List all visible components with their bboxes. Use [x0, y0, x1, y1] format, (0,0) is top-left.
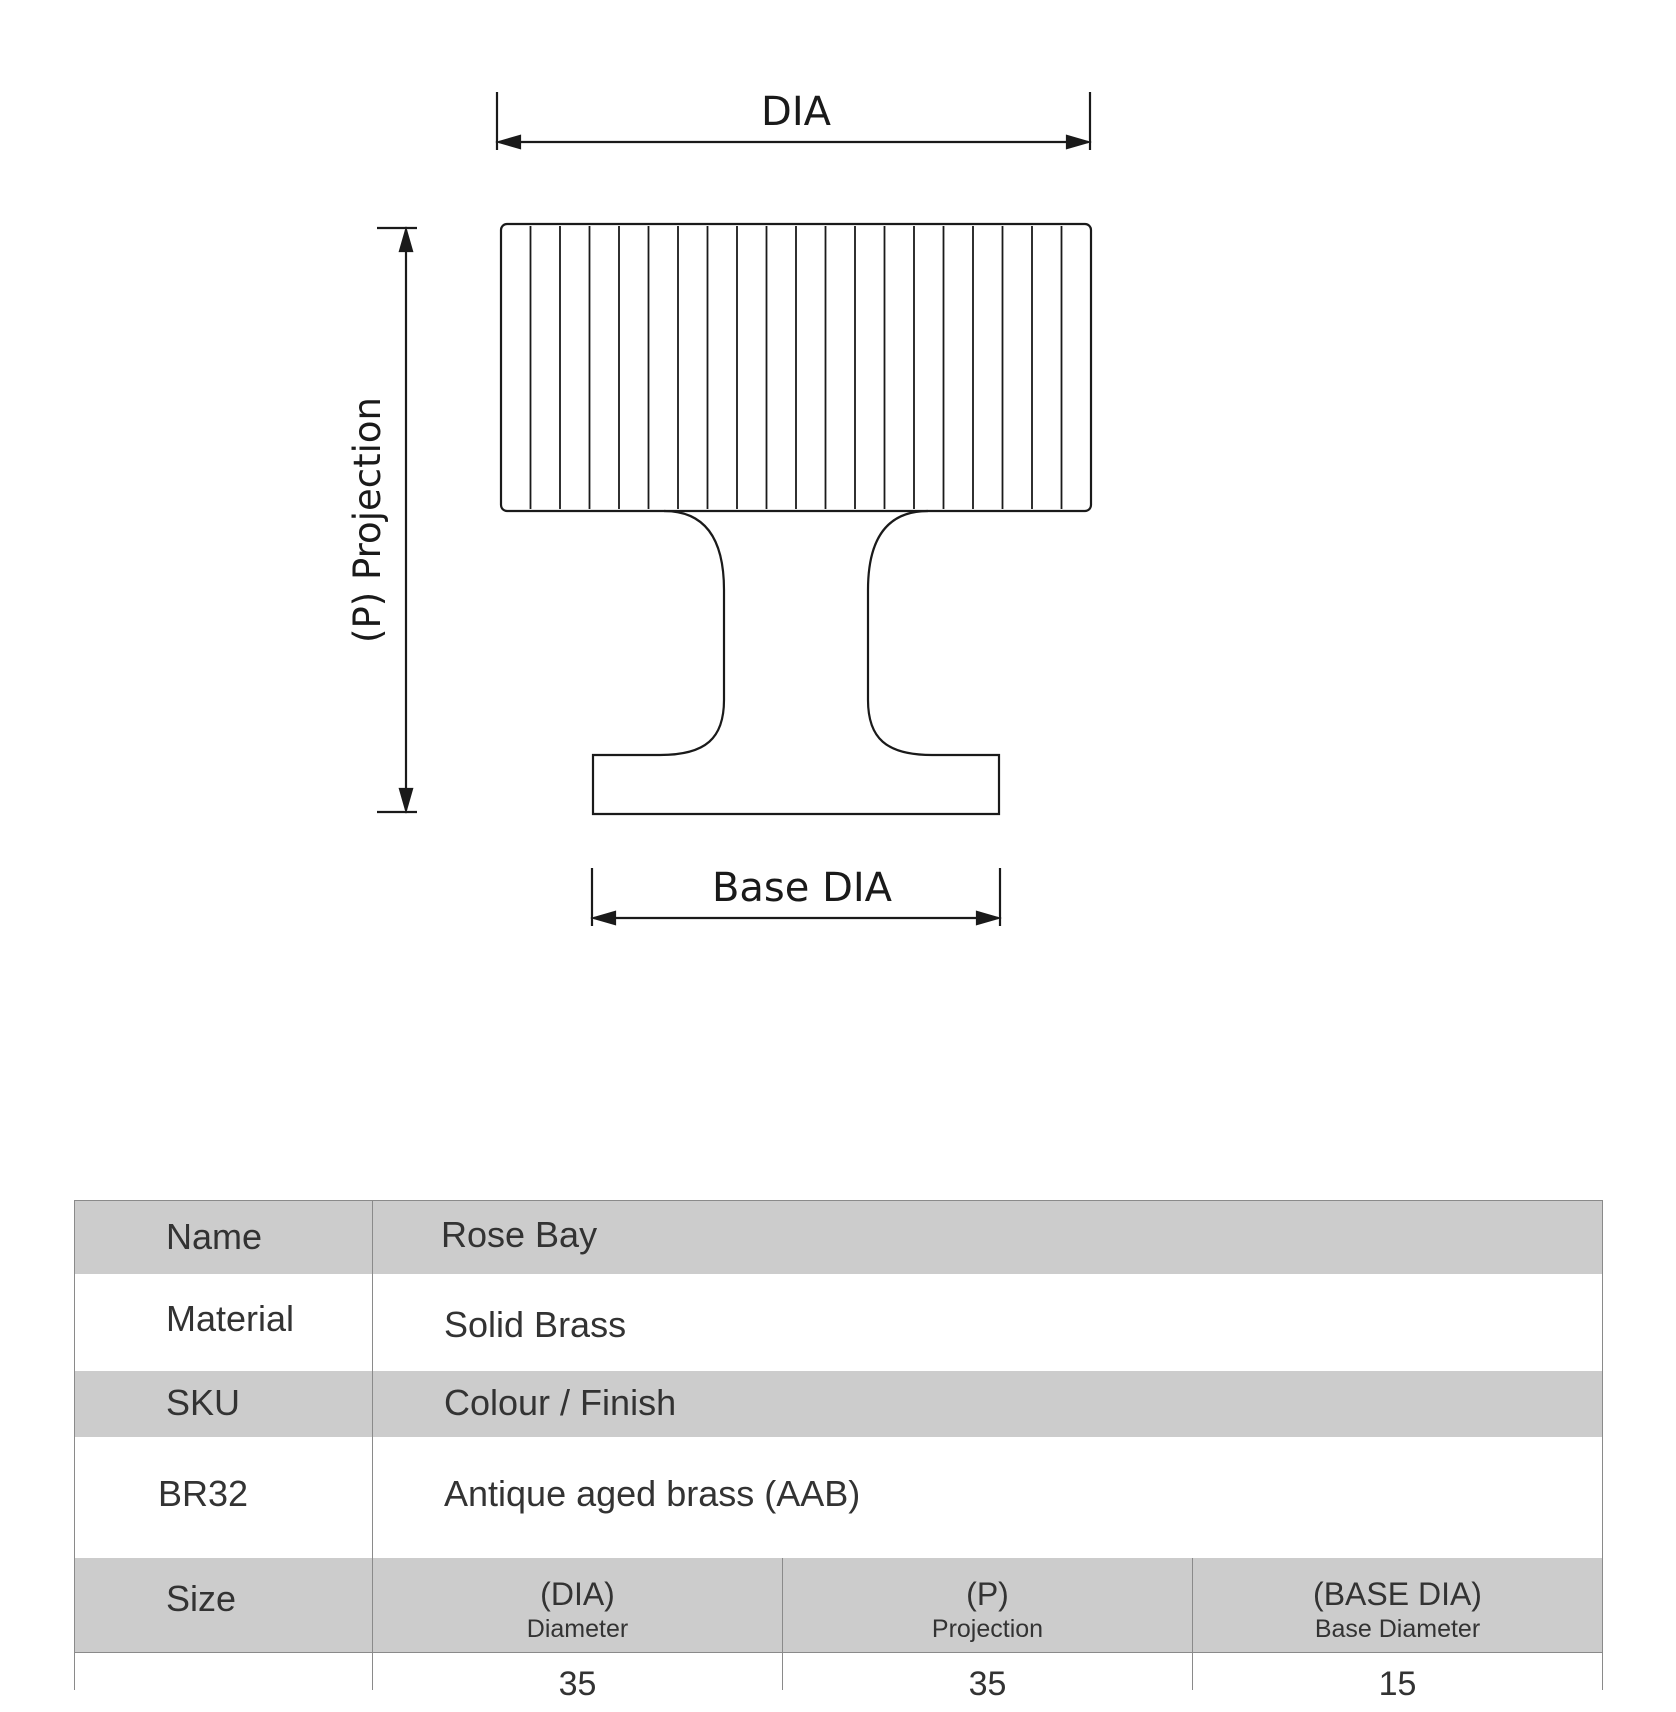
size-col-base-diameter-code: (BASE DIA): [1313, 1576, 1482, 1612]
size-values-top-border: [74, 1652, 1603, 1653]
spec-table: [74, 1200, 1603, 1703]
size-col-diameter-code: (DIA): [540, 1576, 615, 1612]
table-left-border: [74, 1200, 75, 1690]
base-dia-label: Base DIA: [711, 865, 893, 911]
size-col-projection: [783, 1576, 1192, 1644]
size-col-base-diameter-name: Base Diameter: [1314, 1615, 1481, 1643]
size-label: Size: [166, 1578, 237, 1619]
projection-label: (P) Projection: [346, 397, 389, 643]
row-sku-header: [74, 1371, 1603, 1437]
material-label: Material: [166, 1298, 295, 1339]
row-name: [74, 1200, 1603, 1274]
sku-label: SKU: [166, 1382, 241, 1423]
colour-label: Colour / Finish: [444, 1382, 677, 1423]
size-col-diameter-name: Diameter: [526, 1615, 629, 1643]
sku-value: BR32: [158, 1473, 249, 1514]
size-col-projection-code: (P): [966, 1576, 1009, 1612]
size-col-projection-name: Projection: [931, 1615, 1044, 1643]
colour-value: Antique aged brass (AAB): [444, 1473, 861, 1514]
knob-stem-and-base: [593, 511, 999, 814]
row-material: [74, 1274, 1603, 1371]
size-value-diameter: 35: [558, 1665, 597, 1703]
name-value: Rose Bay: [441, 1214, 598, 1255]
table-right-border: [1602, 1200, 1603, 1690]
size-value-projection: 35: [968, 1665, 1007, 1703]
material-value: Solid Brass: [444, 1304, 627, 1345]
table-top-border: [74, 1200, 1603, 1201]
knob-flutes: [531, 226, 1062, 509]
dia-label: DIA: [761, 89, 831, 135]
size-col-base-diameter: [1193, 1576, 1602, 1644]
name-label: Name: [166, 1216, 263, 1257]
size-col-diameter: [373, 1576, 782, 1644]
size-value-base-diameter: 15: [1378, 1665, 1417, 1703]
